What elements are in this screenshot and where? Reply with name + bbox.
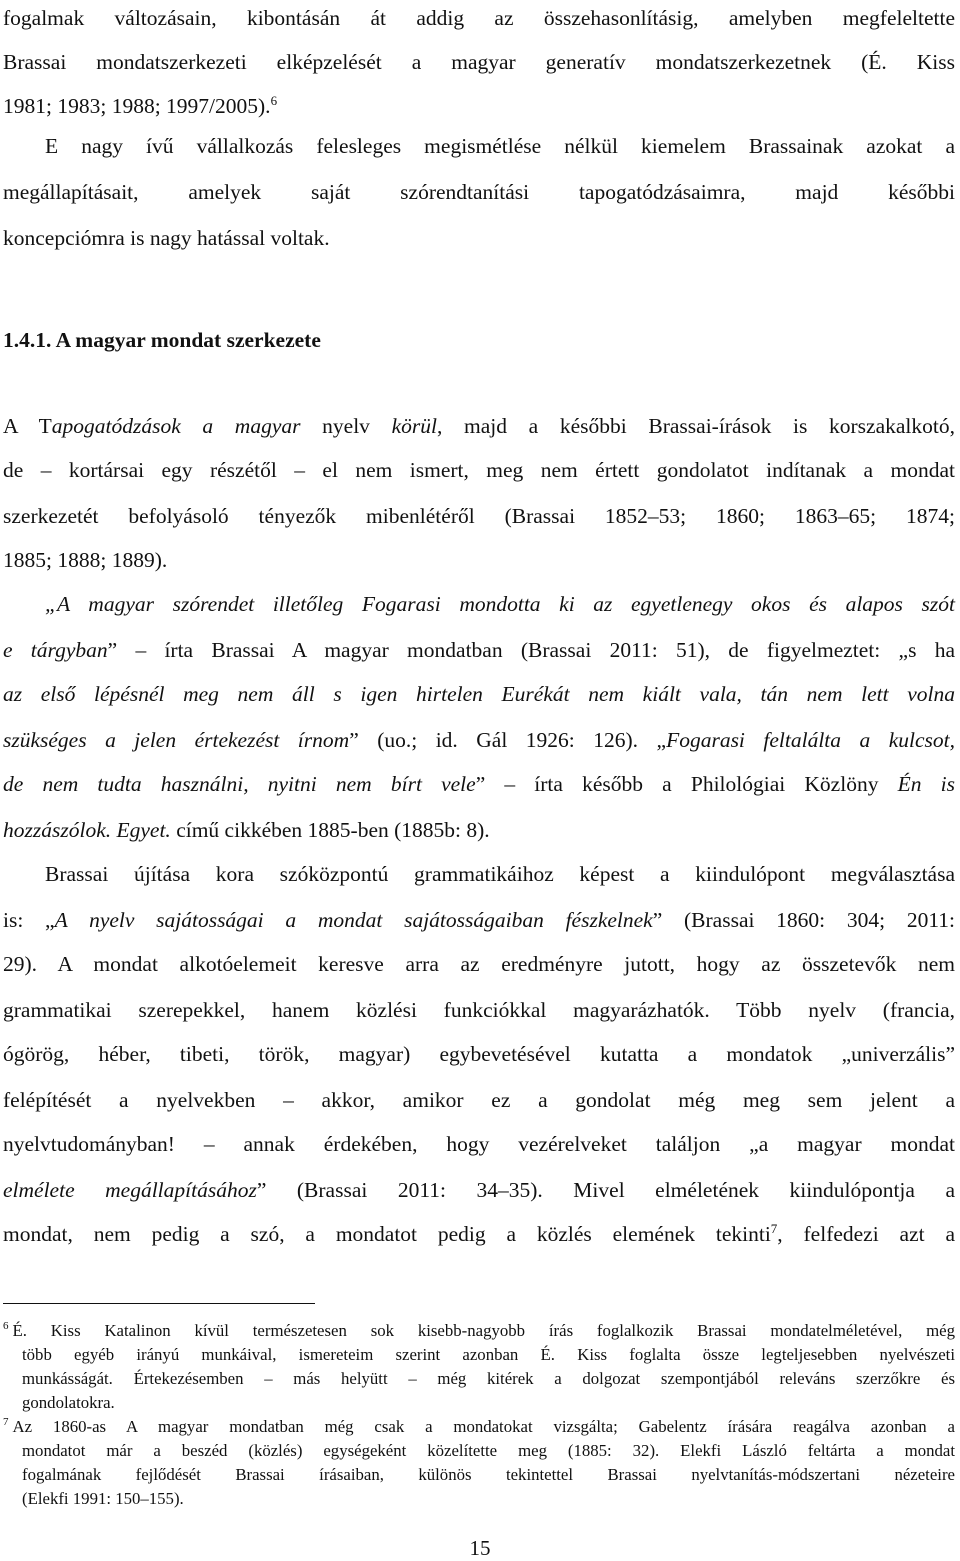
footnote-number: 6	[3, 1320, 9, 1333]
body-line: koncepciómra is nagy hatással voltak.	[3, 226, 330, 250]
body-line: hozzászólok. Egyet. című cikkében 1885-ben (1885b: 8).	[3, 818, 490, 842]
footnote-line: munkásságát. Értekezésemben – más helyütt – még kitérek a dolgozat szempontjából releváns szerzőkre és	[22, 1369, 955, 1388]
body-line: szerkezetét befolyásoló tényezők mibenlétéről (Brassai 1852–53; 1860; 1863–65; 1874;	[3, 504, 955, 528]
footnote-ref[interactable]: 6	[270, 92, 278, 108]
body-line: mondat, nem pedig a szó, a mondatot pedig a közlés elemének tekinti$^7$, felfedezi azt a	[3, 1220, 955, 1246]
section-heading: 1.4.1. A magyar mondat szerkezete	[3, 328, 321, 352]
body-line: az első lépésnél meg nem áll s igen hirtelen Eurékát nem kiált vala, tán nem lett volna	[3, 682, 955, 706]
body-line: is: „A nyelv sajátosságai a mondat sajátosságaiban fészkelnek” (Brassai 1860: 304; 2011:	[3, 908, 955, 932]
body-line: e tárgyban” – írta Brassai A magyar mondatban (Brassai 2011: 51), de figyelmeztet: „s ha	[3, 638, 955, 662]
body-line: 29). A mondat alkotóelemeit keresve arra az eredményre jutott, hogy az összetevők nem	[3, 952, 955, 976]
body-line: szükséges a jelen értekezést írnom” (uo.; id. Gál 1926: 126). „Fogarasi feltalálta a kulcsot,	[3, 728, 955, 752]
body-line: elmélete megállapításához” (Brassai 2011: 34–35). Mivel elméletének kiindulópontja a	[3, 1178, 955, 1202]
body-line: de nem tudta használni, nyitni nem bírt vele” – írta később a Philológiai Közlöny Én is	[3, 772, 955, 796]
body-line: ógörög, héber, tibeti, török, magyar) egybevetésével kutatta a mondatok „univerzális”	[3, 1042, 955, 1066]
footnote-separator	[3, 1303, 315, 1304]
footnote-number: 7	[3, 1416, 9, 1429]
body-line: 1885; 1888; 1889).	[3, 548, 168, 572]
body-line: megállapításait, amelyek saját szórendtanítási tapogatódzásaimra, majd későbbi	[3, 180, 955, 204]
body-line: „A magyar szórendet illetőleg Fogarasi mondotta ki az egyetlenegy okos és alapos szót	[45, 592, 955, 616]
page-number: 15	[469, 1536, 491, 1560]
body-line: nyelvtudományban! – annak érdekében, hogy vezérelveket találjon „a magyar mondat	[3, 1132, 955, 1156]
body-line: Brassai újítása kora szóközpontú grammatikáihoz képest a kiindulópont megválasztása	[45, 862, 955, 886]
footnote-ref[interactable]: 7	[770, 1220, 778, 1236]
body-line: grammatikai szerepekkel, hanem közlési funkciókkal magyarázhatók. Több nyelv (francia,	[3, 998, 955, 1022]
footnote-line: több egyéb irányú munkáival, ismereteim szerint azonban É. Kiss foglalta össze legteljesebben nyelvészeti	[22, 1345, 955, 1364]
body-line: 1981; 1983; 1988; 1997/2005).$^6$	[3, 92, 278, 118]
body-line: felépítését a nyelvekben – akkor, amikor ez a gondolat még meg sem jelent a	[3, 1088, 955, 1112]
footnote-line: $^6$ É. Kiss Katalinon kívül természetesen sok kisebb-nagyobb írás foglalkozik Brassai mondatelméletével, még	[3, 1320, 955, 1340]
body-line: de – kortársai egy részétől – el nem ismert, meg nem értett gondolatot indítanak a mondat	[3, 458, 955, 482]
footnote-line: (Elekfi 1991: 150–155).	[22, 1489, 184, 1508]
footnote-line: mondatot már a beszéd (közlés) egységeként közelítette meg (1885: 32). Elekfi László feltárta a mondat	[22, 1441, 955, 1460]
body-line: E nagy ívű vállalkozás felesleges megismétlése nélkül kiemelem Brassainak azokat a	[45, 134, 955, 158]
body-line: fogalmak változásain, kibontásán át addig az összehasonlításig, amelyben megfeleltette	[3, 6, 955, 30]
body-line: Brassai mondatszerkezeti elképzelését a magyar generatív mondatszerkezetnek (É. Kiss	[3, 50, 955, 74]
footnote-line: fogalmának fejlődését Brassai írásaiban, különös tekintettel Brassai nyelvtanítás-módszertani nézeteire	[22, 1465, 955, 1484]
body-line: A Tapogatódzások a magyar nyelv körül, majd a későbbi Brassai-írások is korszakalkotó,	[3, 414, 955, 438]
footnote-line: gondolatokra.	[22, 1393, 115, 1412]
footnote-line: $^7$ Az 1860-as A magyar mondatban még csak a mondatokat vizsgálta; Gabelentz írására reagálva azonban a	[3, 1416, 955, 1436]
